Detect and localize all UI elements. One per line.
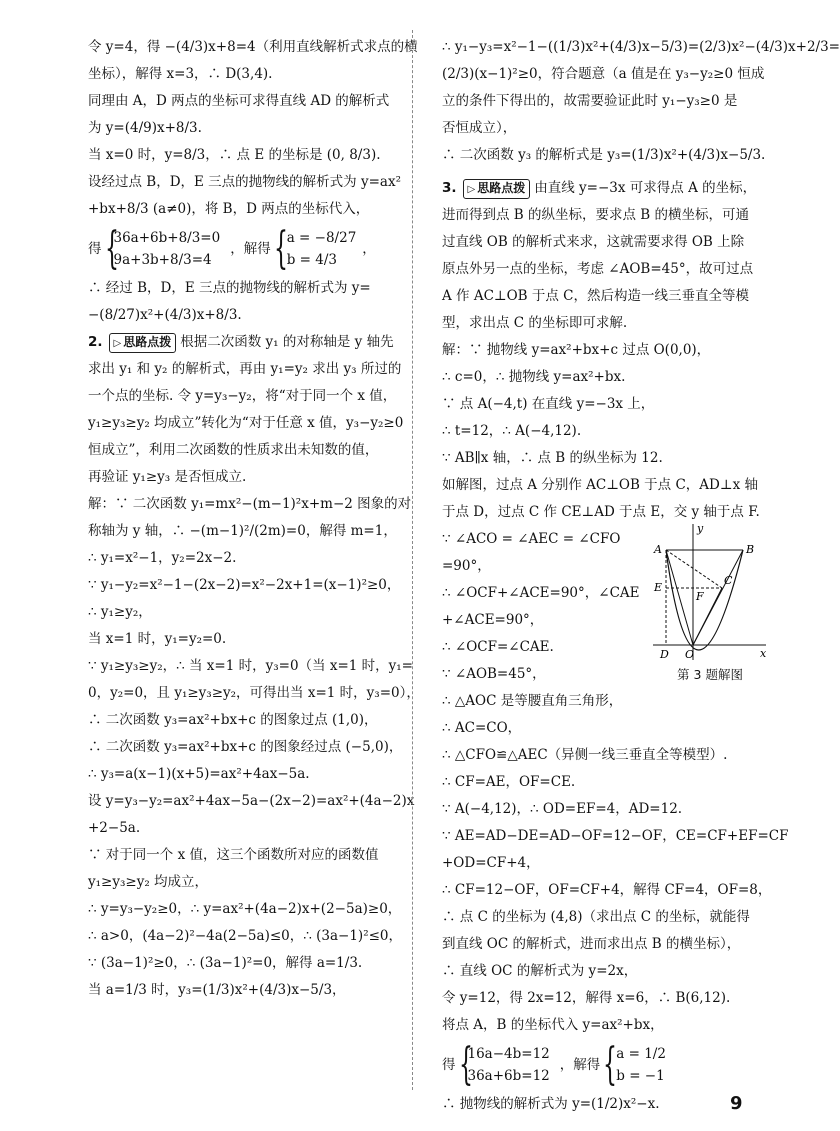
text-line: 设经过点 B，D，E 三点的抛物线的解析式为 y=ax² — [88, 174, 401, 190]
final-answer: ∴ 抛物线的解析式为 y=(1/2)x²−x. — [442, 1096, 660, 1112]
label-d: D — [660, 648, 669, 661]
hint-tag: ▷ 思路点拨 — [109, 333, 177, 353]
label-y: y — [697, 522, 704, 535]
text-line: 0，y₂=0，且 y₁≥y₃≥y₂，可得出当 x=1 时，y₃=0）， — [88, 685, 420, 701]
text-line: 进而得到点 B 的纵坐标，要求点 B 的横坐标，可通 — [442, 207, 750, 223]
solution-row: a = 1/2 — [616, 1046, 666, 1062]
figure-caption: 第 3 题解图 — [677, 667, 743, 682]
left-column — [88, 34, 420, 1004]
equation-row: 36a+6b=12 — [467, 1068, 550, 1084]
solution-row: a = −8/27 — [286, 230, 357, 246]
text-line: ∴ t=12，∴ A(−4,12). — [442, 423, 582, 439]
text-line: ∵ (3a−1)²≥0，∴ (3a−1)²=0，解得 a=1/3. — [88, 955, 363, 971]
text-line: 恒成立”，利用二次函数的性质求出未知数的值， — [88, 442, 379, 458]
text-line: ∵ ∠AOB=45°， — [442, 666, 546, 682]
label-c: C — [724, 574, 733, 587]
text-line: 设 y=y₃−y₂=ax²+4ax−5a−(2x−2)=ax²+(4a−2)x — [88, 793, 415, 809]
text-line: ∵ AE=AD−DE=AD−OF=12−OF，CE=CF+EF=CF — [442, 828, 789, 844]
label-f: F — [696, 590, 704, 603]
text-line: 解：∵ 抛物线 y=ax²+bx+c 过点 O(0,0)， — [442, 342, 711, 358]
text-line: y₁≥y₃≥y₂ 均成立”转化为“对于任意 x 值，y₃−y₂≥0 — [88, 415, 404, 431]
page-number: 9 — [730, 1093, 743, 1114]
text-line: 一个点的坐标. 令 y=y₃−y₂，将“对于同一个 x 值， — [88, 388, 397, 404]
text-line: 解：∵ 二次函数 y₁=mx²−(m−1)²x+m−2 图象的对 — [88, 496, 412, 512]
text-line: ∴ 点 C 的坐标为 (4,8)（求出点 C 的坐标，就能得 — [442, 909, 750, 925]
text-line: 再验证 y₁≥y₃ 是否恒成立. — [88, 469, 247, 485]
equation-system-1: 得 { 36a+6b+8/3=0 9a+3b+8/3=4 ，解得 { a = −8/27 b = 4/3 ， — [88, 223, 376, 274]
text-line: ∴ 直线 OC 的解析式为 y=2x， — [442, 963, 638, 979]
text-line: ∴ △AOC 是等腰直角三角形， — [442, 693, 623, 709]
text-line: 同理由 A，D 两点的坐标可求得直线 AD 的解析式 — [88, 93, 390, 109]
text-line: 当 x=0 时，y=8/3，∴ 点 E 的坐标是 (0, 8/3). — [88, 147, 381, 163]
label-o: O — [685, 648, 695, 661]
text-line: ∴ AC=CO， — [442, 720, 522, 736]
text-line: ∴ a>0，(4a−2)²−4a(2−5a)≤0，∴ (3a−1)²≤0， — [88, 928, 403, 944]
text-line: ∴ y₁=x²−1，y₂=2x−2. — [88, 550, 237, 566]
text-line: ∵ y₁≥y₃≥y₂，∴ 当 x=1 时，y₃=0（当 x=1 时，y₁= — [88, 658, 413, 674]
question-3-header: 3. ▷ 思路点拨 由直线 y=−3x 可求得点 A 的坐标， — [442, 175, 754, 202]
text-line: 求出 y₁ 和 y₂ 的解析式，再由 y₁=y₂ 求出 y₃ 所过的 — [88, 361, 402, 377]
text-line: 原点外另一点的坐标，考虑 ∠AOB=45°，故可过点 — [442, 261, 754, 277]
solution-row: b = −1 — [616, 1068, 665, 1084]
text-line: 当 a=1/3 时，y₃=(1/3)x²+(4/3)x−5/3， — [88, 982, 346, 998]
text-line: 称轴为 y 轴，∴ −(m−1)²/(2m)=0，解得 m=1， — [88, 523, 397, 539]
text-line: ∴ 二次函数 y₃ 的解析式是 y₃=(1/3)x²+(4/3)x−5/3. — [442, 147, 766, 163]
equation-row: 36a+6b+8/3=0 — [113, 230, 221, 246]
text-line: ∴ c=0，∴ 抛物线 y=ax²+bx. — [442, 369, 626, 385]
equation-system-2: 得 { 16a−4b=12 36a+6b=12 ，解得 { a = 1/2 b = −1 — [442, 1039, 666, 1090]
text-line: 如解图，过点 A 分别作 AC⊥OB 于点 C，AD⊥x 轴 — [442, 477, 758, 493]
text-line: ∵ AB∥x 轴，∴ 点 B 的纵坐标为 12. — [442, 450, 663, 466]
text-line: ∴ ∠OCF+∠ACE=90°，∠CAE — [442, 585, 640, 601]
text-line: 令 y=4，得 −(4/3)x+8=4（利用直线解析式求点的横 — [88, 39, 418, 55]
column-divider — [412, 30, 413, 1090]
text-line: +bx+8/3 (a≠0)，将 B，D 两点的坐标代入， — [88, 201, 370, 217]
question-number: 2. — [88, 334, 103, 350]
left-brace: { — [104, 223, 119, 274]
text-line: 否恒成立）， — [442, 120, 517, 136]
text-line: 当 x=1 时，y₁=y₂=0. — [88, 631, 227, 647]
left-brace: { — [458, 1039, 473, 1090]
text-line: 型，求出点 C 的坐标即可求解. — [442, 315, 628, 331]
text-line: 令 y=12，得 2x=12，解得 x=6，∴ B(6,12). — [442, 990, 731, 1006]
equation-row: 16a−4b=12 — [467, 1046, 550, 1062]
text-line: 到直线 OC 的解析式，进而求出点 B 的横坐标）， — [442, 936, 741, 952]
text-line: A 作 AC⊥OB 于点 C，然后构造一线三垂直全等模 — [442, 288, 750, 304]
text-line: 坐标），解得 x=3，∴ D(3,4). — [88, 66, 273, 82]
text-line: ∴ y=y₃−y₂≥0，∴ y=ax²+(4a−2)x+(2−5a)≥0， — [88, 901, 402, 917]
arrow-icon: ▷ — [467, 184, 476, 195]
text-line: ∴ 二次函数 y₃=ax²+bx+c 的图象过点 (1,0)， — [88, 712, 378, 728]
hint-tag: ▷ 思路点拨 — [463, 179, 531, 199]
text-line: ∵ 点 A(−4,t) 在直线 y=−3x 上， — [442, 396, 655, 412]
question-number: 3. — [442, 180, 457, 196]
solution-row: b = 4/3 — [286, 252, 337, 268]
geometry-figure — [648, 520, 768, 665]
label-x: x — [760, 647, 767, 660]
text-line: ∴ CF=AE，OF=CE. — [442, 774, 576, 790]
text-line: −(8/27)x²+(4/3)x+8/3. — [88, 307, 242, 323]
text-line: ∴ △CFO≌△AEC（异侧一线三垂直全等模型）. — [442, 747, 728, 763]
text-line: ∴ CF=12−OF，OF=CF+4，解得 CF=4，OF=8， — [442, 882, 772, 898]
text-line: ∴ ∠OCF=∠CAE. — [442, 639, 554, 655]
text-line: 立的条件下得出的，故需要验证此时 y₁−y₃≥0 是 — [442, 93, 738, 109]
left-brace: { — [603, 1039, 618, 1090]
text-line: ∵ ∠ACO = ∠AEC = ∠CFO — [442, 531, 621, 547]
text-line: 于点 D，过点 C 作 CE⊥AD 于点 E，交 y 轴于点 F. — [442, 504, 760, 520]
text-line: ∵ A(−4,12)，∴ OD=EF=4，AD=12. — [442, 801, 683, 817]
label-b: B — [746, 543, 755, 556]
arrow-icon: ▷ — [113, 338, 122, 349]
text-line: +OD=CF+4， — [442, 855, 540, 871]
text-line: ∴ y₁≥y₂， — [88, 604, 152, 620]
text-line: ∴ 二次函数 y₃=ax²+bx+c 的图象经过点 (−5,0)， — [88, 739, 403, 755]
equation-row: 9a+3b+8/3=4 — [113, 252, 212, 268]
text-line: ∴ 经过 B，D，E 三点的抛物线的解析式为 y= — [88, 280, 371, 296]
text-line: ∵ 对于同一个 x 值，这三个函数所对应的函数值 — [88, 847, 379, 863]
text-line: 将点 A，B 的坐标代入 y=ax²+bx， — [442, 1017, 664, 1033]
text-line: =90°， — [442, 558, 491, 574]
text-line: ∴ y₁−y₃=x²−1−((1/3)x²+(4/3)x−5/3)=(2/3)x²−(4/3)x+2/3= — [442, 39, 840, 55]
left-brace: { — [273, 223, 288, 274]
question-2-header: 2. ▷ 思路点拨 根据二次函数 y₁ 的对称轴是 y 轴先 — [88, 329, 400, 356]
text-line: y₁≥y₃≥y₂ 均成立， — [88, 874, 209, 890]
text-line: (2/3)(x−1)²≥0，符合题意（a 值是在 y₃−y₂≥0 恒成 — [442, 66, 765, 82]
text-line: 过直线 OB 的解析式来求，这就需要求得 OB 上除 — [442, 234, 745, 250]
text-line: ∵ y₁−y₂=x²−1−(2x−2)=x²−2x+1=(x−1)²≥0， — [88, 577, 401, 593]
label-a: A — [654, 543, 662, 556]
text-line: +∠ACE=90°， — [442, 612, 544, 628]
text-line: 为 y=(4/9)x+8/3. — [88, 120, 202, 136]
text-line: +2−5a. — [88, 820, 141, 836]
text-line: ∴ y₃=a(x−1)(x+5)=ax²+4ax−5a. — [88, 766, 310, 782]
label-e: E — [654, 581, 663, 594]
